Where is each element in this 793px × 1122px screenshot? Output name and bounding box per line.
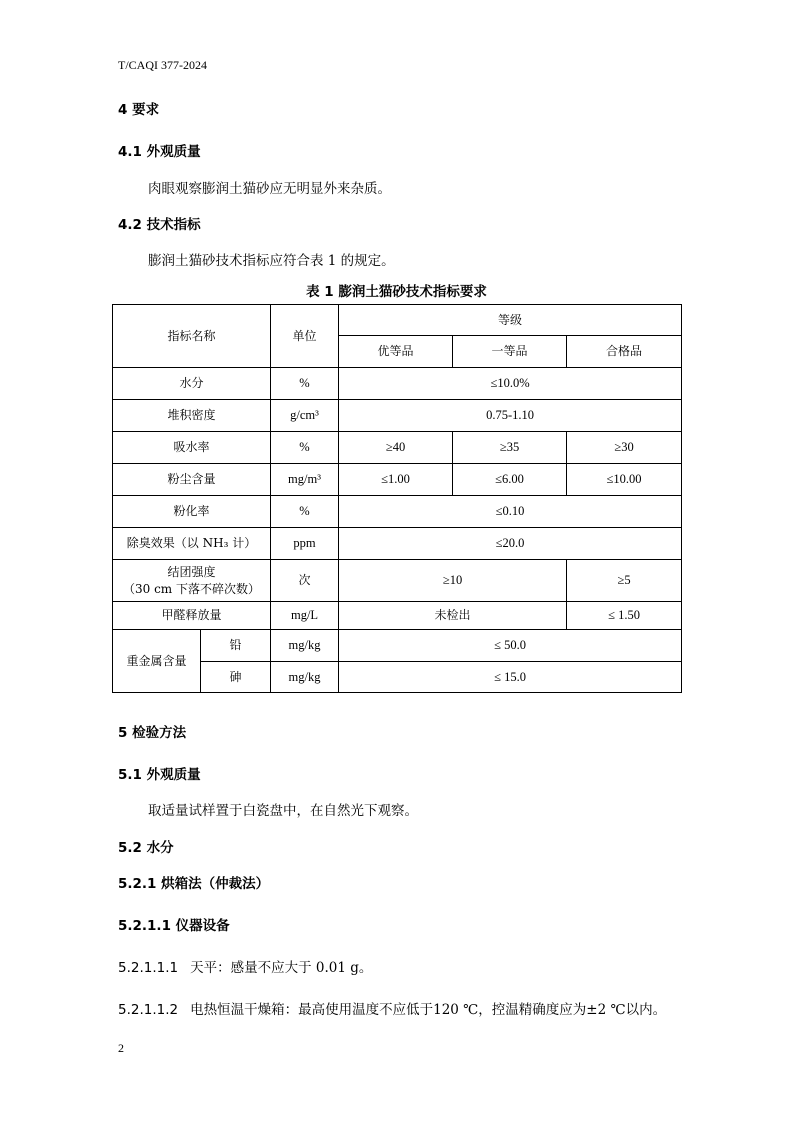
- table-row: [113, 630, 682, 662]
- table-caption: 表 1 膨润土猫砂技术指标要求: [306, 284, 487, 300]
- row-unit: mg/kg: [271, 662, 339, 693]
- section-4-heading: 4 要求: [118, 102, 160, 118]
- header-grade-premium: 优等品: [339, 336, 453, 368]
- table-row: [113, 432, 682, 464]
- row-subname-lead: 铅: [201, 630, 271, 662]
- section-5-2-heading: 5.2 水分: [118, 840, 174, 856]
- table-row: [113, 560, 682, 602]
- table-row: [113, 368, 682, 400]
- row-unit: mg/m³: [271, 464, 339, 496]
- clause-number: 5.2.1.1.1: [118, 960, 179, 976]
- row-value-premium-first: 未检出: [339, 602, 567, 630]
- clause-5-2-1-1-1: [118, 956, 372, 976]
- row-name: 粉尘含量: [113, 464, 271, 496]
- row-unit: mg/kg: [271, 630, 339, 662]
- row-unit: 次: [271, 560, 339, 602]
- row-value: ≤ 15.0: [339, 662, 682, 693]
- section-4-1-heading: 4.1 外观质量: [118, 144, 201, 160]
- document-id-header: T/CAQI 377-2024: [118, 58, 207, 72]
- section-4-1-text: 肉眼观察膨润土猫砂应无明显外来杂质。: [148, 181, 391, 197]
- section-5-heading: 5 检验方法: [118, 725, 187, 741]
- row-unit: %: [271, 368, 339, 400]
- row-name-line1: 结团强度: [167, 565, 216, 580]
- row-value-first: ≥35: [453, 432, 567, 464]
- section-5-1-text: 取适量试样置于白瓷盘中，在自然光下观察。: [148, 803, 418, 819]
- header-grade: 等级: [339, 305, 682, 336]
- table-row: [113, 496, 682, 528]
- spec-table: [112, 304, 682, 693]
- table-row: [113, 528, 682, 560]
- row-value-premium-first: ≥10: [339, 560, 567, 602]
- row-unit: ppm: [271, 528, 339, 560]
- section-4-2-heading: 4.2 技术指标: [118, 217, 201, 233]
- clause-text: 电热恒温干燥箱：最高使用温度不应低于120 ℃，控温精确度应为±2 ℃以内。: [190, 1002, 667, 1018]
- clause-5-2-1-1-2: [118, 998, 666, 1018]
- row-unit: mg/L: [271, 602, 339, 630]
- table-row: [113, 400, 682, 432]
- row-value-qualified: ≥30: [567, 432, 682, 464]
- row-value: ≤10.0%: [339, 368, 682, 400]
- section-5-2-1-heading: 5.2.1 烘箱法（仲裁法）: [118, 876, 270, 892]
- row-unit: g/cm³: [271, 400, 339, 432]
- row-subname-arsenic: 砷: [201, 662, 271, 693]
- table-header-row: [113, 305, 682, 336]
- header-unit: 单位: [271, 305, 339, 368]
- row-name: 甲醛释放量: [113, 602, 271, 630]
- row-value: ≤0.10: [339, 496, 682, 528]
- section-5-2-1-1-heading: 5.2.1.1 仪器设备: [118, 918, 230, 934]
- section-4-2-text: 膨润土猫砂技术指标应符合表 1 的规定。: [148, 253, 395, 269]
- row-value: ≤ 50.0: [339, 630, 682, 662]
- row-value-premium: ≥40: [339, 432, 453, 464]
- row-name: 水分: [113, 368, 271, 400]
- header-grade-first: 一等品: [453, 336, 567, 368]
- clause-text: 天平：感量不应大于 0.01 g。: [190, 960, 373, 976]
- row-name-heavy-metal: 重金属含量: [113, 630, 201, 693]
- header-indicator-name: 指标名称: [113, 305, 271, 368]
- clause-number: 5.2.1.1.2: [118, 1002, 179, 1018]
- row-unit: %: [271, 496, 339, 528]
- row-value-qualified: ≥5: [567, 560, 682, 602]
- row-name-line2: （30 cm 下落不碎次数）: [123, 581, 260, 596]
- header-grade-qualified: 合格品: [567, 336, 682, 368]
- row-value-premium: ≤1.00: [339, 464, 453, 496]
- row-value: ≤20.0: [339, 528, 682, 560]
- page-number: 2: [118, 1041, 124, 1055]
- row-unit: %: [271, 432, 339, 464]
- row-name: 堆积密度: [113, 400, 271, 432]
- row-name: 吸水率: [113, 432, 271, 464]
- row-value-first: ≤6.00: [453, 464, 567, 496]
- row-value: 0.75-1.10: [339, 400, 682, 432]
- row-name: [113, 560, 271, 602]
- table-row: [113, 602, 682, 630]
- row-value-qualified: ≤10.00: [567, 464, 682, 496]
- row-name: 粉化率: [113, 496, 271, 528]
- section-5-1-heading: 5.1 外观质量: [118, 767, 201, 783]
- row-value-qualified: ≤ 1.50: [567, 602, 682, 630]
- row-name: 除臭效果（以 NH₃ 计）: [113, 528, 271, 560]
- table-row: [113, 464, 682, 496]
